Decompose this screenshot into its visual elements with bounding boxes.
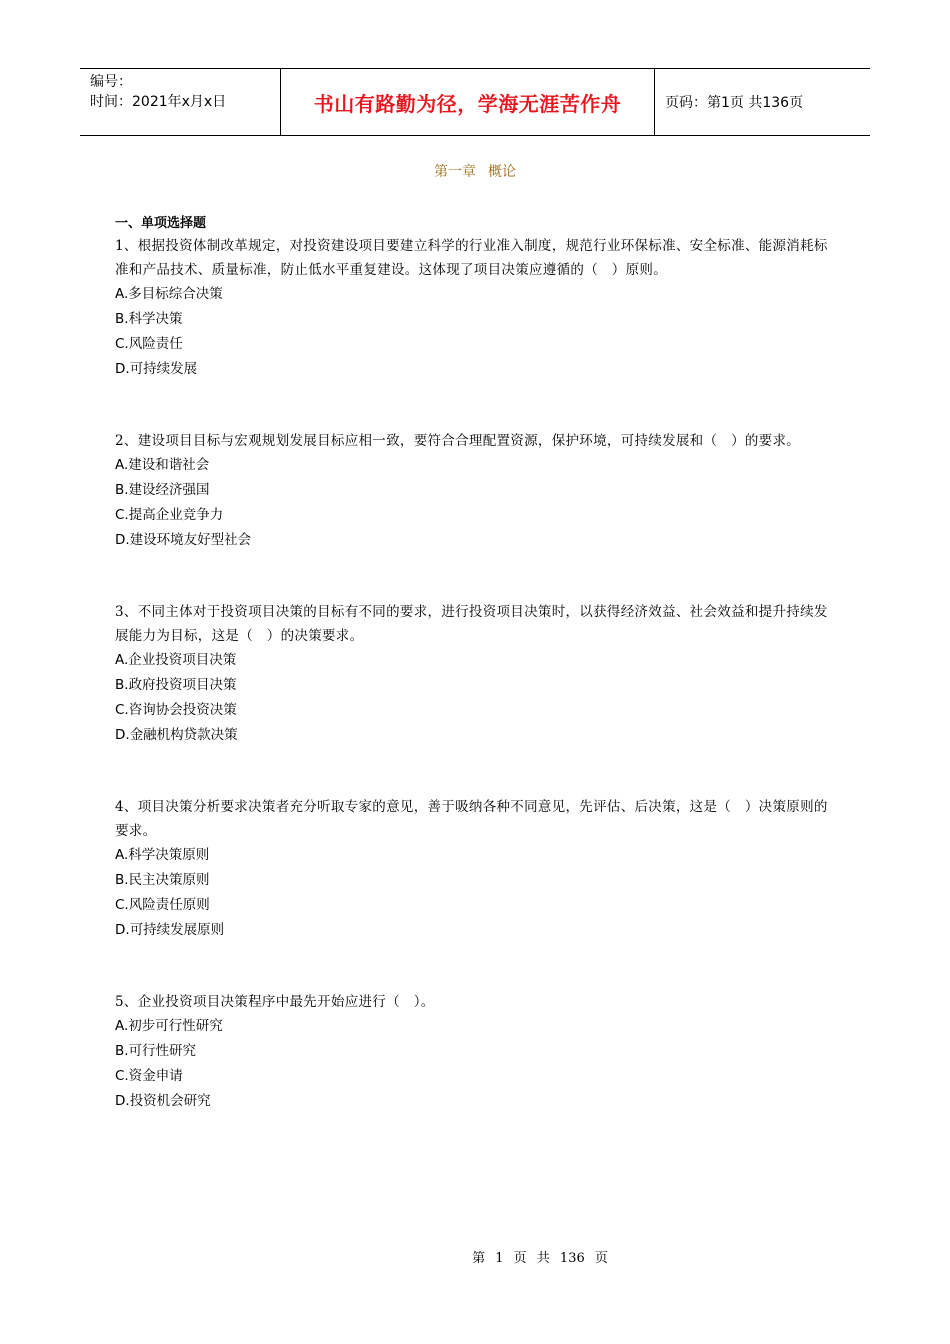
option-a xyxy=(115,1014,840,1039)
option-text: 金融机构贷款决策 xyxy=(129,727,238,743)
option-b xyxy=(115,1039,840,1064)
chapter-name: 概论 xyxy=(488,164,516,180)
question-3 xyxy=(115,600,840,748)
option-text: 民主决策原则 xyxy=(128,872,210,888)
option-a xyxy=(115,453,840,478)
option-text: 建设和谐社会 xyxy=(128,457,210,473)
question-stem: 4、项目决策分析要求决策者充分听取专家的意见，善于吸纳各种不同意见，先评估、后决策，这是（ ）决策原则的要求。 xyxy=(115,799,828,839)
option-text: 可持续发展 xyxy=(129,361,198,377)
option-text: 资金申请 xyxy=(128,1068,183,1084)
option-d xyxy=(115,1089,840,1114)
option-d xyxy=(115,357,840,382)
option-text: 多目标综合决策 xyxy=(128,286,223,302)
question-5 xyxy=(115,990,840,1114)
option-letter: B. xyxy=(115,872,129,888)
option-a xyxy=(115,843,840,868)
option-text: 企业投资项目决策 xyxy=(128,652,237,668)
page-footer: 第 1 页 共 136 页 xyxy=(472,1251,608,1266)
option-text: 可持续发展原则 xyxy=(129,922,225,938)
option-text: 风险责任原则 xyxy=(128,897,210,913)
option-letter: D. xyxy=(115,922,130,938)
option-text: 风险责任 xyxy=(128,336,183,352)
option-text: 可行性研究 xyxy=(128,1043,197,1059)
option-b xyxy=(115,673,840,698)
option-text: 初步可行性研究 xyxy=(128,1018,223,1034)
option-letter: D. xyxy=(115,361,130,377)
header-page-info: 页码：第1页 共136页 xyxy=(665,95,804,111)
option-c xyxy=(115,503,840,528)
section-heading: 一、单项选择题 xyxy=(115,216,207,231)
question-stem: 2、建设项目目标与宏观规划发展目标应相一致，要符合合理配置资源，保护环境，可持续发展和（ ）的要求。 xyxy=(115,433,801,449)
option-c xyxy=(115,698,840,723)
option-letter: B. xyxy=(115,1043,129,1059)
option-a xyxy=(115,648,840,673)
option-letter: B. xyxy=(115,311,129,327)
option-text: 建设经济强国 xyxy=(128,482,210,498)
question-stem: 1、根据投资体制改革规定，对投资建设项目要建立科学的行业准入制度，规范行业环保标准、安全标准、能源消耗标准和产品技术、质量标准，防止低水平重复建设。这体现了项目决策应遵循的（ ）原则。 xyxy=(115,238,828,278)
option-letter: D. xyxy=(115,532,130,548)
question-1 xyxy=(115,234,840,382)
option-letter: A. xyxy=(115,652,129,668)
option-text: 科学决策原则 xyxy=(128,847,210,863)
option-b xyxy=(115,307,840,332)
option-letter: A. xyxy=(115,847,129,863)
option-letter: C. xyxy=(115,1068,129,1084)
header-motto: 书山有路勤为径，学海无涯苦作舟 xyxy=(281,69,655,135)
option-c xyxy=(115,893,840,918)
option-letter: D. xyxy=(115,727,130,743)
option-a xyxy=(115,282,840,307)
option-text: 政府投资项目决策 xyxy=(128,677,237,693)
option-c xyxy=(115,1064,840,1089)
option-b xyxy=(115,868,840,893)
option-text: 提高企业竞争力 xyxy=(128,507,224,523)
option-d xyxy=(115,723,840,748)
question-4 xyxy=(115,795,840,943)
chapter-number: 第一章 xyxy=(434,164,476,180)
question-stem: 5、企业投资项目决策程序中最先开始应进行（ ）。 xyxy=(115,994,435,1010)
option-letter: A. xyxy=(115,1018,129,1034)
document-time-label: 时间：2021年x月x日 xyxy=(90,94,227,110)
option-letter: D. xyxy=(115,1093,130,1109)
option-c xyxy=(115,332,840,357)
option-letter: A. xyxy=(115,286,129,302)
option-letter: C. xyxy=(115,507,129,523)
option-letter: A. xyxy=(115,457,129,473)
document-number-label: 编号： xyxy=(90,74,132,90)
header-meta-cell xyxy=(80,69,281,135)
option-d xyxy=(115,528,840,553)
option-d xyxy=(115,918,840,943)
option-letter: C. xyxy=(115,897,129,913)
option-text: 投资机会研究 xyxy=(129,1093,211,1109)
question-2 xyxy=(115,429,840,553)
question-stem: 3、不同主体对于投资项目决策的目标有不同的要求，进行投资项目决策时，以获得经济效益、社会效益和提升持续发展能力为目标，这是（ ）的决策要求。 xyxy=(115,604,828,644)
option-text: 科学决策 xyxy=(128,311,183,327)
option-text: 建设环境友好型社会 xyxy=(129,532,252,548)
question-list xyxy=(115,234,840,1161)
page-header xyxy=(80,68,870,136)
option-text: 咨询协会投资决策 xyxy=(128,702,237,718)
chapter-title xyxy=(0,161,950,181)
option-letter: C. xyxy=(115,336,129,352)
option-letter: B. xyxy=(115,482,129,498)
option-letter: B. xyxy=(115,677,129,693)
option-letter: C. xyxy=(115,702,129,718)
option-b xyxy=(115,478,840,503)
